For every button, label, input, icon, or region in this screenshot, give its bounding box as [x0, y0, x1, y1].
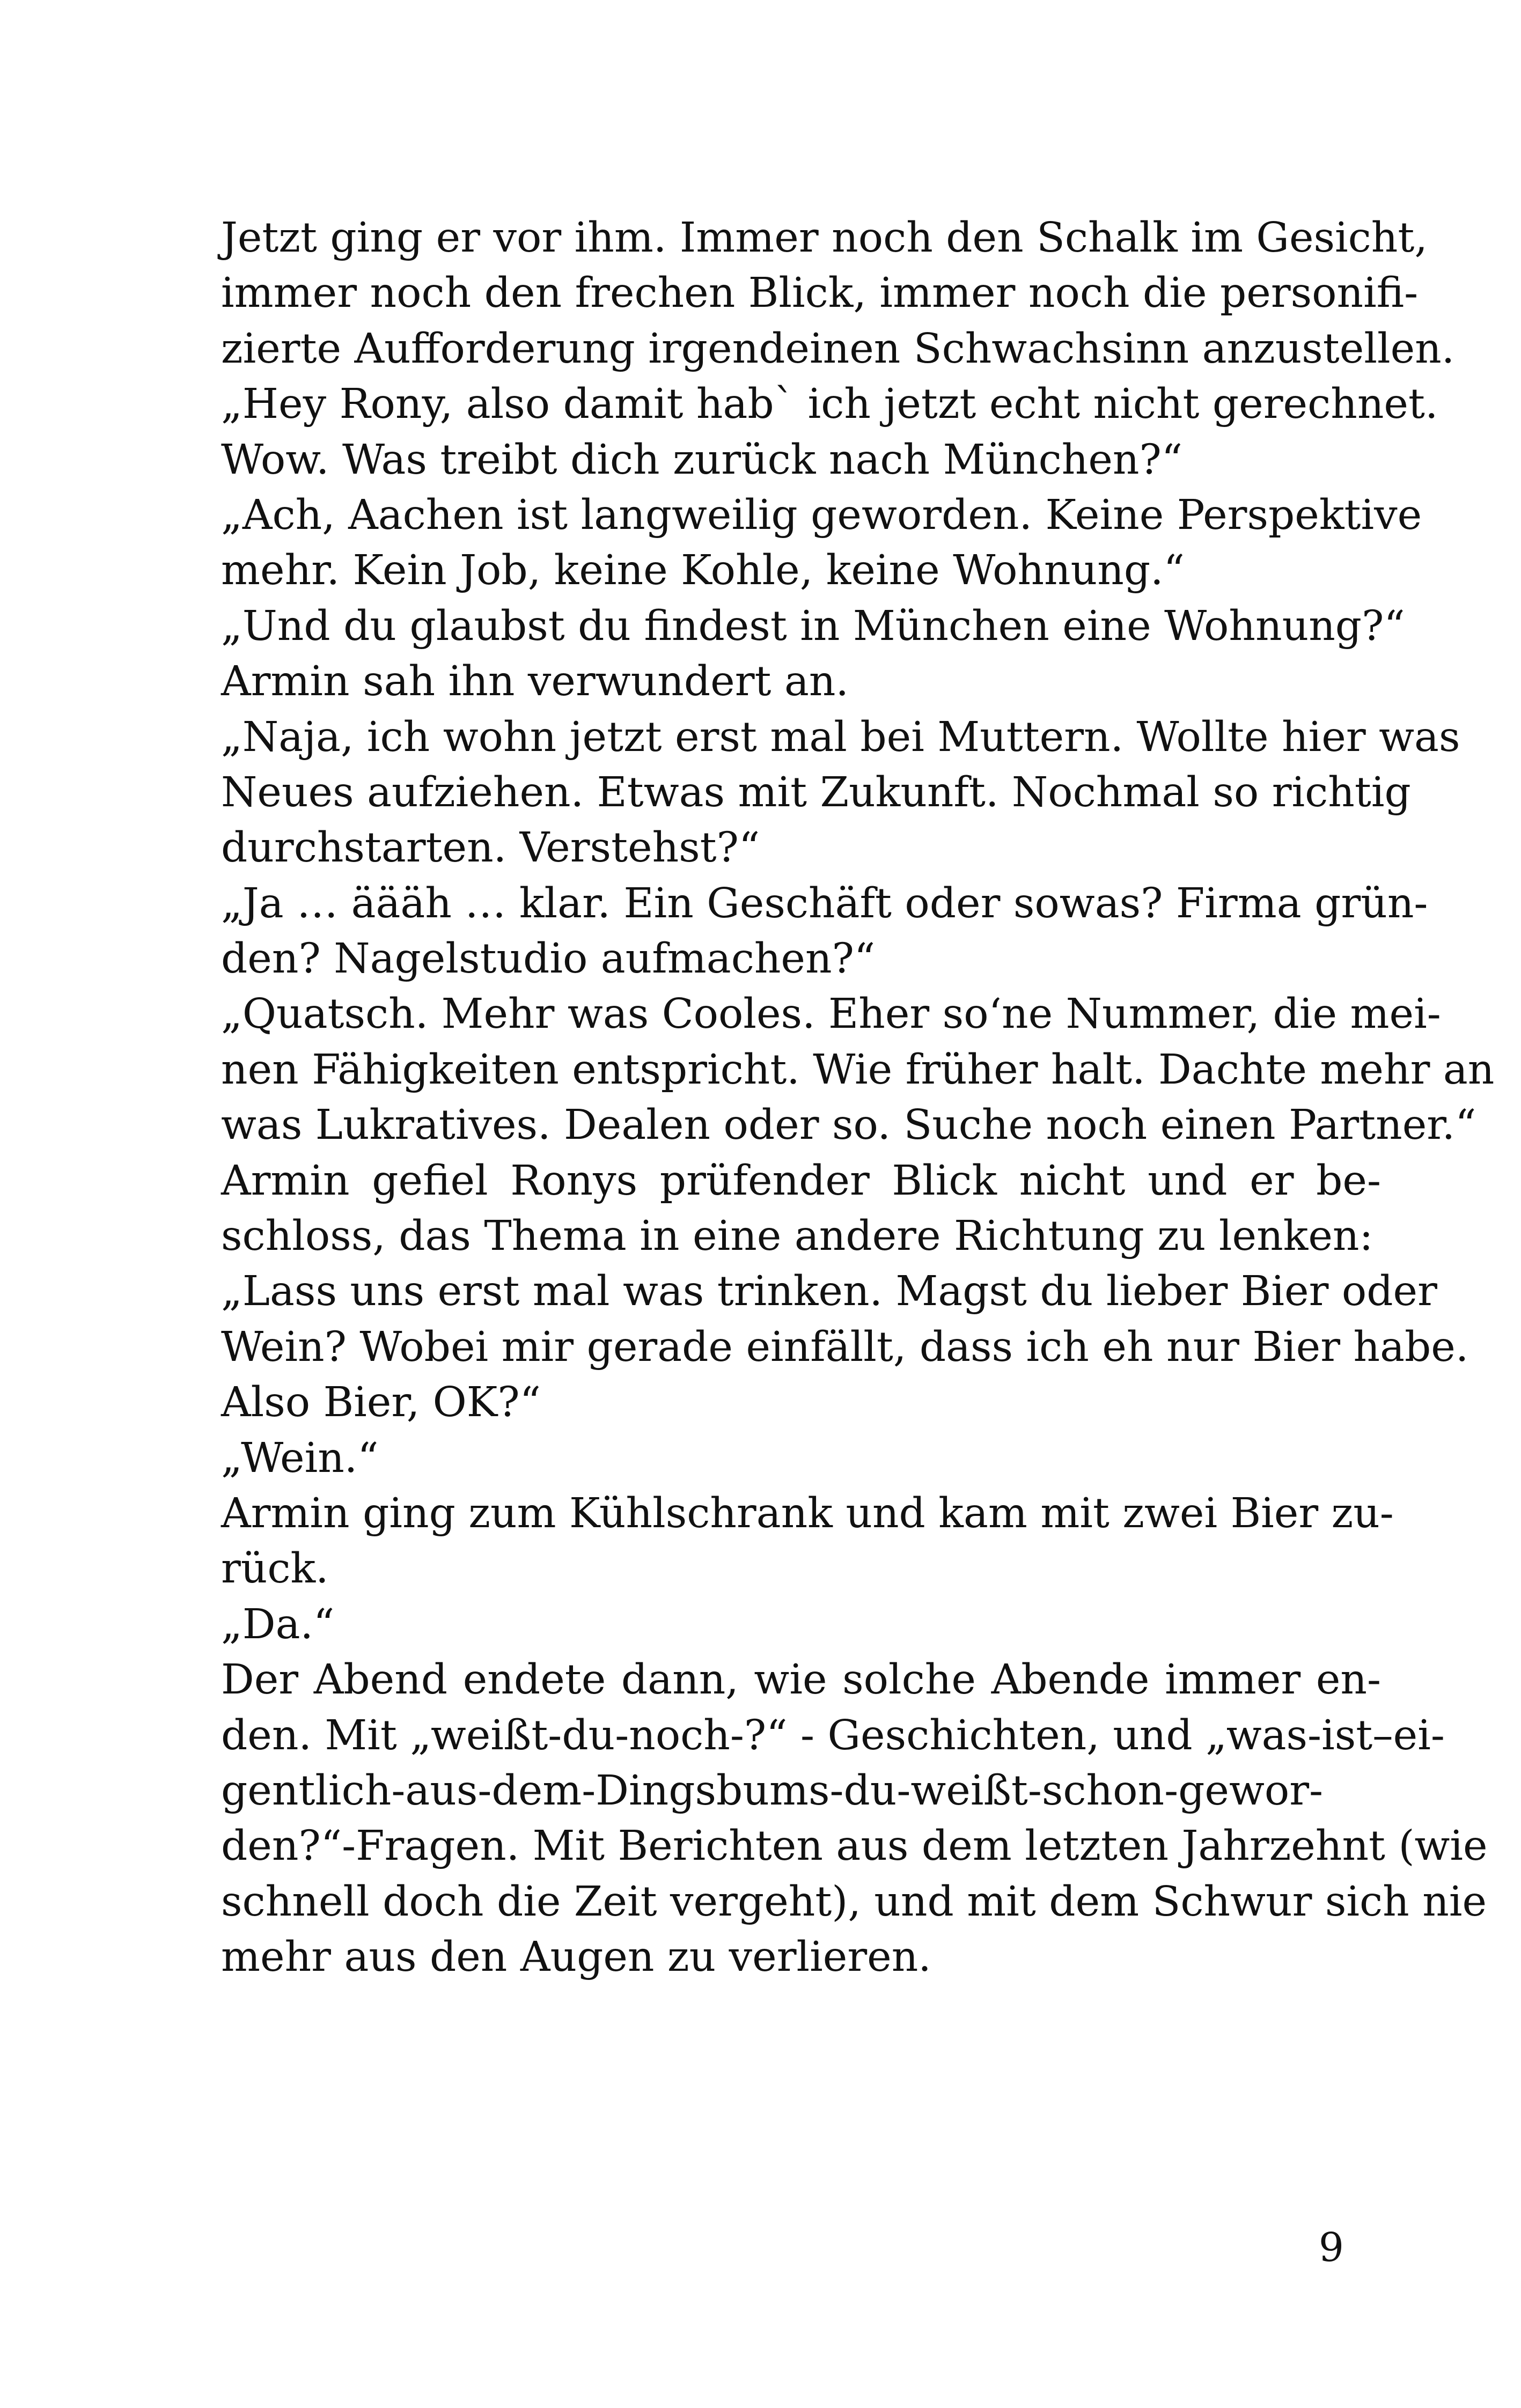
text-line: „Lass uns erst mal was trinken. Magst du lieber Bier oder [221, 1268, 1437, 1316]
text-line: „Ach, Aachen ist langweilig geworden. Keine Perspektive [221, 491, 1422, 539]
text-line: „Hey Rony, also damit hab` ich jetzt echt nicht gerechnet. [221, 380, 1438, 429]
text-line: rück. [221, 1545, 329, 1593]
text-line: Wein? Wobei mir gerade einfällt, dass ich eh nur Bier habe. [221, 1323, 1469, 1371]
text-line: „Naja, ich wohn jetzt erst mal bei Muttern. Wollte hier was [221, 713, 1460, 761]
text-line: Also Bier, OK?“ [221, 1379, 541, 1427]
text-line: „Wein.“ [221, 1434, 379, 1482]
text-line: „Da.“ [221, 1600, 335, 1648]
text-line: Jetzt ging er vor ihm. Immer noch den Schalk im Gesicht, [221, 214, 1428, 262]
text-line: den?“-Fragen. Mit Berichten aus dem letzten Jahrzehnt (wie [221, 1822, 1488, 1871]
text-line: nen Fähigkeiten entspricht. Wie früher halt. Dachte mehr an [221, 1045, 1495, 1094]
page-number: 9 [1318, 2225, 1344, 2271]
text-line: zierte Aufforderung irgendeinen Schwachsinn anzustellen. [221, 325, 1455, 373]
text-line: „Ja … äääh … klar. Ein Geschäft oder sowas? Firma grün- [221, 879, 1428, 927]
text-line: schnell doch die Zeit vergeht), und mit dem Schwur sich nie [221, 1877, 1487, 1926]
text-line: Der Abend endete dann, wie solche Abende immer en- [221, 1656, 1381, 1704]
text-line: mehr. Kein Job, keine Kohle, keine Wohnung.“ [221, 547, 1185, 595]
text-line: Armin sah ihn verwundert an. [221, 658, 849, 706]
text-line: durchstarten. Verstehst?“ [221, 824, 760, 872]
text-line: Wow. Was treibt dich zurück nach München?“ [221, 436, 1183, 484]
text-line: Armin gefiel Ronys prüfender Blick nicht und er be- [221, 1157, 1381, 1205]
text-line: was Lukratives. Dealen oder so. Suche noch einen Partner.“ [221, 1101, 1476, 1150]
text-line: gentlich-aus-dem-Dingsbums-du-weißt-schon-gewor- [221, 1766, 1324, 1815]
text-line: „Und du glaubst du findest in München eine Wohnung?“ [221, 602, 1405, 650]
text-line: Neues aufziehen. Etwas mit Zukunft. Nochmal so richtig [221, 768, 1411, 816]
text-line: „Quatsch. Mehr was Cooles. Eher so‘ne Nummer, die mei- [221, 990, 1441, 1039]
text-line: den. Mit „weißt-du-noch-?“ - Geschichten, und „was-ist–ei- [221, 1711, 1445, 1759]
body-text [221, 210, 1495, 1985]
text-line: mehr aus den Augen zu verlieren. [221, 1933, 931, 1982]
text-line: den? Nagelstudio aufmachen?“ [221, 935, 876, 983]
text-line: Armin ging zum Kühlschrank und kam mit zwei Bier zu- [221, 1489, 1394, 1537]
text-line: schloss, das Thema in eine andere Richtung zu lenken: [221, 1212, 1373, 1261]
text-line: immer noch den frechen Blick, immer noch die personifi- [221, 269, 1419, 318]
